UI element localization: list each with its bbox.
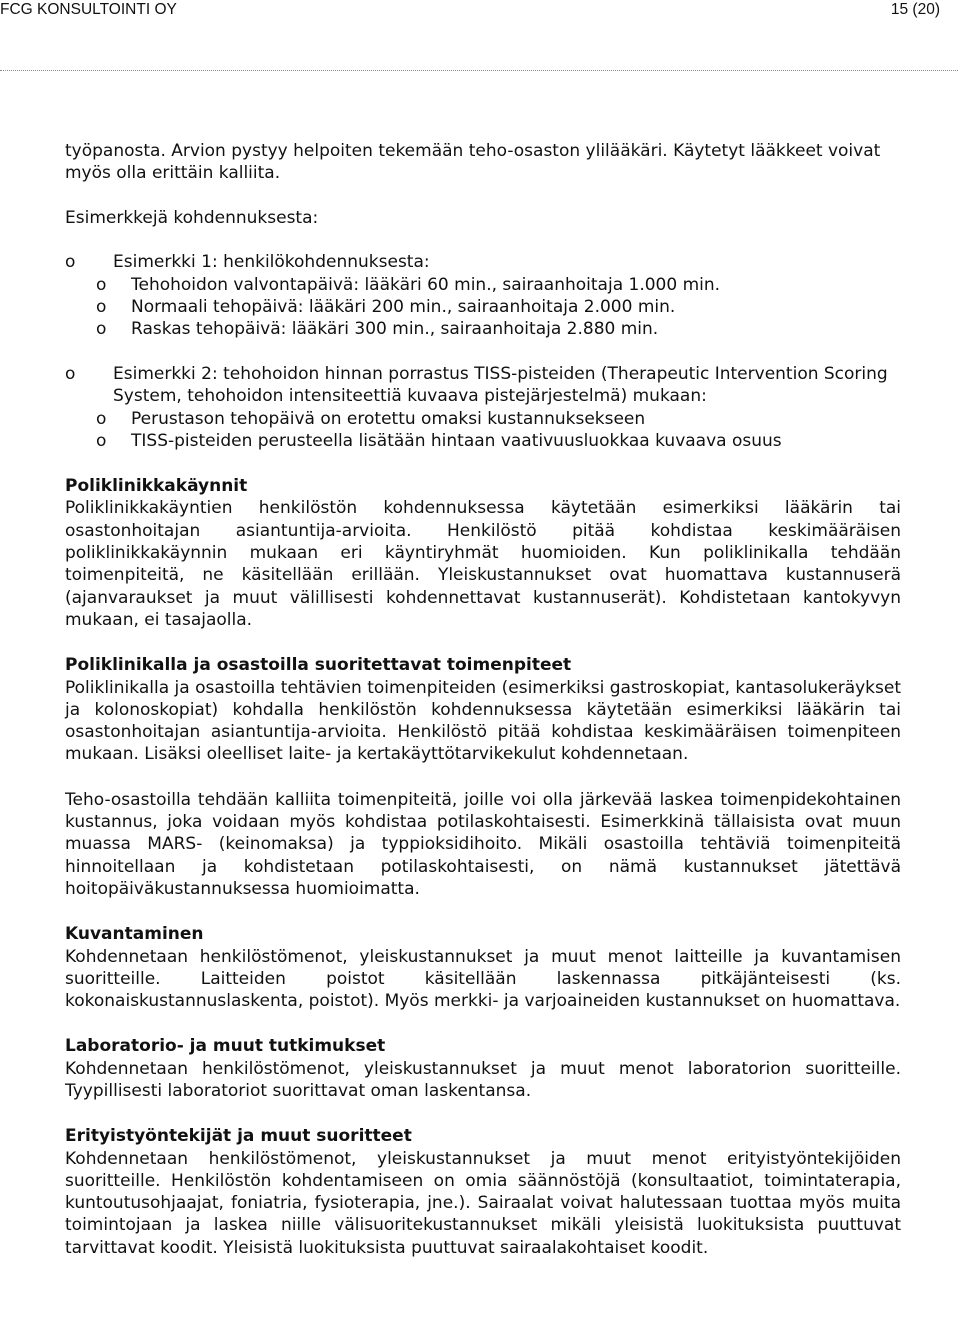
bullet-icon: o [96, 430, 107, 451]
bullet-icon: o [96, 297, 107, 318]
bullet-icon: o [96, 408, 107, 429]
section-heading-toimenpiteet: Poliklinikalla ja osastoilla suoritettavat toimenpiteet [65, 655, 572, 676]
section-paragraph: Poliklinikkakäyntien henkilöstön kohdennuksessa käytetään esimerkiksi lääkärin tai osastonhoitajan asiantuntija-arvioita. Henkilöstö pitää kohdistaa keskimääräisen poliklinikkakäynnin mukaan eri käyntiryhmät huomioiden. Kun poliklinikalla tehdään toimenpiteitä, ne käsitellään erillään. Yleiskustannukset ovat huomattava kustannuserä (ajanvaraukset ja muut välillisesti kohdennettavat kustannuserät). Kohdistetaan kantokyvyn mukaan, ei tasajaolla. [65, 498, 901, 630]
section-paragraph: Kohdennetaan henkilöstömenot, yleiskustannukset ja muut menot laboratorion suoritteille. Tyypillisesti laboratoriot suorittavat oman laskentansa. [65, 1058, 901, 1101]
examples-list [65, 251, 901, 273]
section-heading-kuvantaminen: Kuvantaminen [65, 924, 204, 945]
list-item-example-2 [65, 363, 901, 408]
examples-list-2 [65, 363, 901, 408]
page-header [0, 0, 960, 22]
section-paragraph: Poliklinikalla ja osastoilla tehtävien toimenpiteiden (esimerkiksi gastroskopiat, kantasolukeräykset ja kolonoskopiat) kohdalla henkilöstön kohdennuksessa käytetään esimerkiksi lääkärin tai osastonhoitajan asiantuntija-arvioita. Henkilöstö pitää kohdistaa keskimääräisen toimenpiteen mukaan. Lisäksi oleelliset laite- ja kertakäyttötarvikekulut kohdennetaan. [65, 677, 901, 765]
company-name: FCG KONSULTOINTI OY [0, 1, 177, 18]
examples-title: Esimerkkejä kohdennuksesta: [65, 207, 319, 228]
list-item: o Normaali tehopäivä: lääkäri 200 min., sairaanhoitaja 2.000 min. [96, 297, 676, 318]
bullet-icon: o [96, 319, 107, 340]
list-item-example-1 [65, 251, 901, 273]
bullet-icon: o [96, 274, 107, 295]
section-paragraph: Teho-osastoilla tehdään kalliita toimenpiteitä, joille voi olla järkevää laskea toimenpidekohtainen kustannus, joka voidaan myös kohdistaa potilaskohtaisesti. Esimerkkinä tällaisista ovat muun muassa MARS- (keinomaksa) ja typpioksidihoito. Mikäli osastoilla tehtäviä toimenpiteitä hinnoitellaan ja kohdistetaan potilaskohtaisesti, on nämä kustannukset jätettävä hoitopäiväkustannuksessa huomioimatta. [65, 789, 901, 899]
header-divider [0, 70, 958, 71]
list-item: o Raskas tehopäivä: lääkäri 300 min., sairaanhoitaja 2.880 min. [96, 319, 659, 340]
bullet-icon: o [65, 363, 76, 384]
list-item: o Tehohoidon valvontapäivä: lääkäri 60 min., sairaanhoitaja 1.000 min. [96, 274, 721, 295]
example-label: Esimerkki 2: tehohoidon hinnan porrastus TISS-pisteiden (Therapeutic Intervention Scoring System, tehohoidon intensiteettiä kuvaava pistejärjestelmä) mukaan: [113, 363, 888, 407]
document-body [65, 140, 901, 1259]
intro-paragraph: työpanosta. Arvion pystyy helpoiten tekemään teho-osaston ylilääkäri. Käytetyt lääkkeet voivat myös olla erittäin kalliita. [65, 141, 881, 184]
page-number: 15 (20) [890, 1, 940, 18]
section-heading-laboratorio: Laboratorio- ja muut tutkimukset [65, 1036, 386, 1057]
bullet-icon: o [65, 252, 76, 273]
list-item: o TISS-pisteiden perusteella lisätään hintaan vaativuusluokkaa kuvaava osuus [96, 430, 782, 451]
section-heading-poliklinikkakaynnit: Poliklinikkakäynnit [65, 476, 248, 497]
section-heading-erityistyontekijat: Erityistyöntekijät ja muut suoritteet [65, 1126, 412, 1147]
section-paragraph: Kohdennetaan henkilöstömenot, yleiskustannukset ja muut menot laitteille ja kuvantamisen suoritteille. Laitteiden poistot käsitellään laskennassa pitkäjänteisesti (ks. kokonaiskustannuslaskenta, poistot). Myös merkki- ja varjoaineiden kustannukset on huomattava. [65, 946, 901, 1012]
example-2-sublist [65, 408, 901, 453]
list-item: o Perustason tehopäivä on erotettu omaksi kustannuksekseen [96, 408, 646, 429]
example-1-sublist [65, 274, 901, 341]
example-label: Esimerkki 1: henkilökohdennuksesta: [113, 252, 430, 273]
section-paragraph: Kohdennetaan henkilöstömenot, yleiskustannukset ja muut menot erityistyöntekijöiden suoritteille. Henkilöstön kohdentamiseen on omia säännöstöjä (konsultaatiot, toimintaterapia, kuntoutusohjaajat, foniatria, fysioterapia, jne.). Sairaalat voivat halutessaan tuottaa myös muita toimintojaan ja laskea niille välisuoritekustannukset mikäli yleisistä luokituksista puuttuvat tarvittavat koodit. Yleisistä luokituksista puuttuvat sairaalakohtaiset koodit. [65, 1148, 901, 1258]
